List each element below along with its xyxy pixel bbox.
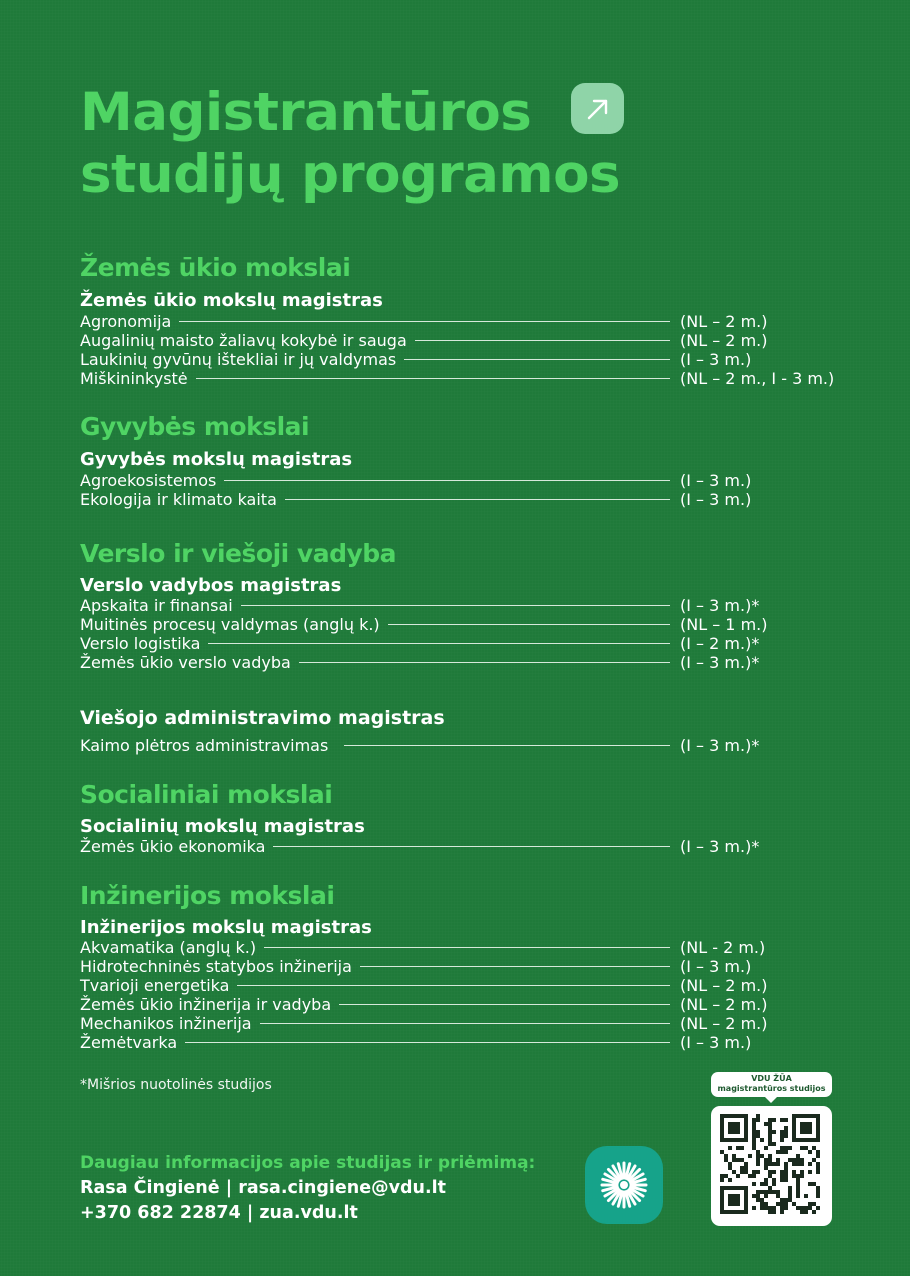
program-row[interactable] — [80, 957, 752, 976]
program-row[interactable] — [80, 490, 752, 509]
section-heading-engineering: Inžinerijos mokslai — [80, 881, 335, 910]
program-name: Kaimo plėtros administravimas — [80, 736, 329, 755]
program-name: Žemės ūkio inžinerija ir vadyba — [80, 995, 332, 1014]
program-duration: (I – 3 m.) — [680, 957, 752, 976]
program-name: Žemėtvarka — [80, 1033, 178, 1052]
program-row[interactable] — [80, 615, 768, 634]
program-duration: (NL – 2 m.) — [680, 976, 768, 995]
contact-name-email[interactable]: Rasa Čingienė | rasa.cingiene@vdu.lt — [80, 1178, 446, 1198]
program-duration: (I – 3 m.)* — [680, 653, 760, 672]
program-list-public-administration — [80, 736, 860, 755]
program-list-engineering — [80, 938, 860, 1052]
program-list-social-sciences — [80, 837, 860, 856]
program-row[interactable] — [80, 938, 766, 957]
program-duration: (NL – 2 m.) — [680, 312, 768, 331]
program-name: Verslo logistika — [80, 634, 201, 653]
external-link-button[interactable] — [571, 83, 624, 134]
leader-line — [264, 947, 670, 948]
qr-label — [711, 1072, 832, 1097]
leader-line — [208, 643, 670, 644]
program-duration: (NL – 2 m.) — [680, 995, 768, 1014]
university-logo — [585, 1146, 663, 1224]
qr-code[interactable] — [711, 1106, 832, 1226]
section-heading-agriculture: Žemės ūkio mokslai — [80, 253, 351, 282]
program-name: Muitinės procesų valdymas (anglų k.) — [80, 615, 380, 634]
section-heading-business: Verslo ir viešoji vadyba — [80, 539, 397, 568]
page-title-line-1: Magistrantūros — [80, 82, 532, 143]
program-row[interactable] — [80, 471, 752, 490]
contact-heading: Daugiau informacijos apie studijas ir priėmimą: — [80, 1153, 536, 1173]
section-heading-social-sciences: Socialiniai mokslai — [80, 780, 333, 809]
program-name: Agronomija — [80, 312, 172, 331]
program-row[interactable] — [80, 634, 760, 653]
program-row[interactable] — [80, 350, 752, 369]
leader-line — [185, 1042, 670, 1043]
program-name: Miškininkystė — [80, 369, 188, 388]
program-duration: (I – 3 m.) — [680, 1033, 752, 1052]
program-name: Augalinių maisto žaliavų kokybė ir sauga — [80, 331, 407, 350]
program-duration: (I – 3 m.)* — [680, 596, 760, 615]
degree-agriculture: Žemės ūkio mokslų magistras — [80, 290, 383, 311]
page-title-line-2: studijų programos — [80, 144, 621, 205]
program-row[interactable] — [80, 995, 768, 1014]
leader-line — [285, 499, 670, 500]
qr-label-line-2: magistrantūros studijos — [717, 1084, 826, 1093]
program-name: Žemės ūkio ekonomika — [80, 837, 266, 856]
section-heading-life-sciences: Gyvybės mokslai — [80, 412, 310, 441]
leader-line — [224, 480, 670, 481]
qr-label-line-1: VDU ŽŪA — [751, 1074, 792, 1083]
degree-social-sciences: Socialinių mokslų magistras — [80, 816, 365, 837]
degree-engineering: Inžinerijos mokslų magistras — [80, 917, 372, 938]
program-row[interactable] — [80, 736, 760, 755]
leader-line — [196, 378, 670, 379]
degree-life-sciences: Gyvybės mokslų magistras — [80, 449, 353, 470]
program-duration: (NL – 2 m.) — [680, 1014, 768, 1033]
program-row[interactable] — [80, 596, 760, 615]
program-duration: (I – 3 m.)* — [680, 736, 760, 755]
program-duration: (NL - 2 m.) — [680, 938, 766, 957]
contact-phone-website[interactable]: +370 682 22874 | zua.vdu.lt — [80, 1203, 358, 1223]
program-list-life-sciences — [80, 471, 860, 509]
program-name: Mechanikos inžinerija — [80, 1014, 252, 1033]
qr-code-icon — [711, 1106, 832, 1226]
leader-line — [179, 321, 670, 322]
leader-line — [344, 745, 670, 746]
program-name: Žemės ūkio verslo vadyba — [80, 653, 291, 672]
leader-line — [299, 662, 670, 663]
leader-line — [241, 605, 670, 606]
program-row[interactable] — [80, 653, 760, 672]
flower-logo-icon — [596, 1157, 652, 1213]
leader-line — [360, 966, 670, 967]
program-row[interactable] — [80, 369, 835, 388]
program-duration: (NL – 2 m.) — [680, 331, 768, 350]
page-title — [80, 82, 620, 206]
degree-public-administration: Viešojo administravimo magistras — [80, 707, 445, 729]
program-row[interactable] — [80, 331, 768, 350]
program-duration: (NL – 1 m.) — [680, 615, 768, 634]
leader-line — [260, 1023, 670, 1024]
program-row[interactable] — [80, 1033, 752, 1052]
program-duration: (I – 3 m.) — [680, 471, 752, 490]
program-name: Laukinių gyvūnų ištekliai ir jų valdymas — [80, 350, 397, 369]
program-row[interactable] — [80, 976, 768, 995]
program-name: Hidrotechninės statybos inžinerija — [80, 957, 352, 976]
program-duration: (NL – 2 m., I - 3 m.) — [680, 369, 835, 388]
program-list-business — [80, 596, 860, 672]
program-duration: (I – 2 m.)* — [680, 634, 760, 653]
arrow-up-right-icon — [583, 94, 613, 124]
program-name: Ekologija ir klimato kaita — [80, 490, 277, 509]
leader-line — [237, 985, 670, 986]
program-duration: (I – 3 m.) — [680, 490, 752, 509]
program-duration: (I – 3 m.)* — [680, 837, 760, 856]
program-row[interactable] — [80, 1014, 768, 1033]
program-name: Akvamatika (anglų k.) — [80, 938, 257, 957]
program-row[interactable] — [80, 312, 768, 331]
degree-business: Verslo vadybos magistras — [80, 575, 342, 596]
program-name: Agroekosistemos — [80, 471, 217, 490]
program-duration: (I – 3 m.) — [680, 350, 752, 369]
program-name: Tvarioji energetika — [80, 976, 230, 995]
leader-line — [415, 340, 670, 341]
leader-line — [404, 359, 670, 360]
leader-line — [273, 846, 670, 847]
leader-line — [339, 1004, 670, 1005]
footnote: *Mišrios nuotolinės studijos — [80, 1077, 272, 1093]
leader-line — [388, 624, 670, 625]
program-name: Apskaita ir finansai — [80, 596, 233, 615]
program-row[interactable] — [80, 837, 760, 856]
program-list-agriculture — [80, 312, 860, 388]
